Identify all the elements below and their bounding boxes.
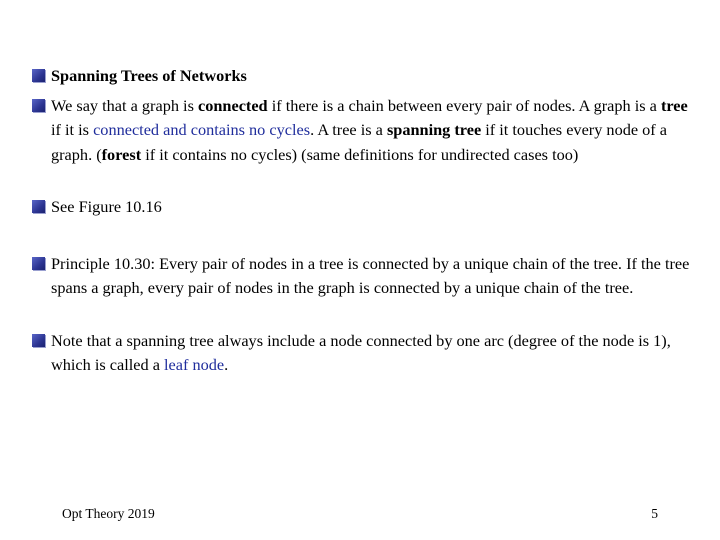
bullet-definitions bbox=[32, 94, 692, 167]
segment: Principle 10.30: Every pair of nodes in a tree is connected by a unique chain of the tree. If the tree spans a graph, every pair of nodes in the graph is connected by a unique chain of the tree. bbox=[51, 254, 690, 298]
segment: if it contains no cycles) (same definitions for undirected cases too) bbox=[141, 144, 579, 164]
bullet-text bbox=[32, 252, 692, 301]
bullet-principle bbox=[32, 252, 692, 301]
bullet-leaf-node bbox=[32, 329, 692, 378]
segment: connected bbox=[197, 96, 268, 115]
segment: Note that a spanning tree always include a node connected by one arc (degree of the node is 1), which is called a bbox=[51, 331, 671, 375]
segment: if it is bbox=[51, 120, 94, 140]
segment: connected and contains no cycles bbox=[93, 120, 311, 140]
segment: if there is a chain between every pair of nodes. A graph is a bbox=[267, 96, 661, 115]
segment: Spanning Trees of Networks bbox=[51, 66, 247, 85]
segment: leaf node bbox=[164, 355, 225, 375]
square-bullet-icon bbox=[32, 200, 45, 213]
segment: if it touches every node of a graph. ( bbox=[51, 120, 668, 164]
segment: spanning tree bbox=[386, 120, 482, 140]
square-bullet-icon bbox=[32, 334, 45, 347]
segment: . A tree is a bbox=[310, 120, 387, 140]
bullet-text bbox=[32, 64, 692, 88]
square-bullet-icon bbox=[32, 99, 45, 112]
segment: See Figure 10.16 bbox=[51, 197, 162, 216]
segment: . bbox=[224, 355, 229, 375]
bullet-text bbox=[32, 94, 692, 167]
square-bullet-icon bbox=[32, 257, 45, 270]
bullet-text bbox=[32, 329, 692, 378]
bullet-spanning-trees bbox=[32, 64, 692, 88]
segment: We say that a graph is bbox=[51, 96, 198, 115]
footer-course-title: Opt Theory 2019 bbox=[62, 506, 155, 521]
segment: forest bbox=[101, 144, 142, 164]
bullet-text bbox=[32, 195, 692, 219]
square-bullet-icon bbox=[32, 69, 45, 82]
bullet-see-figure bbox=[32, 195, 692, 219]
page-number: 5 bbox=[651, 506, 658, 521]
segment: tree bbox=[660, 96, 688, 115]
